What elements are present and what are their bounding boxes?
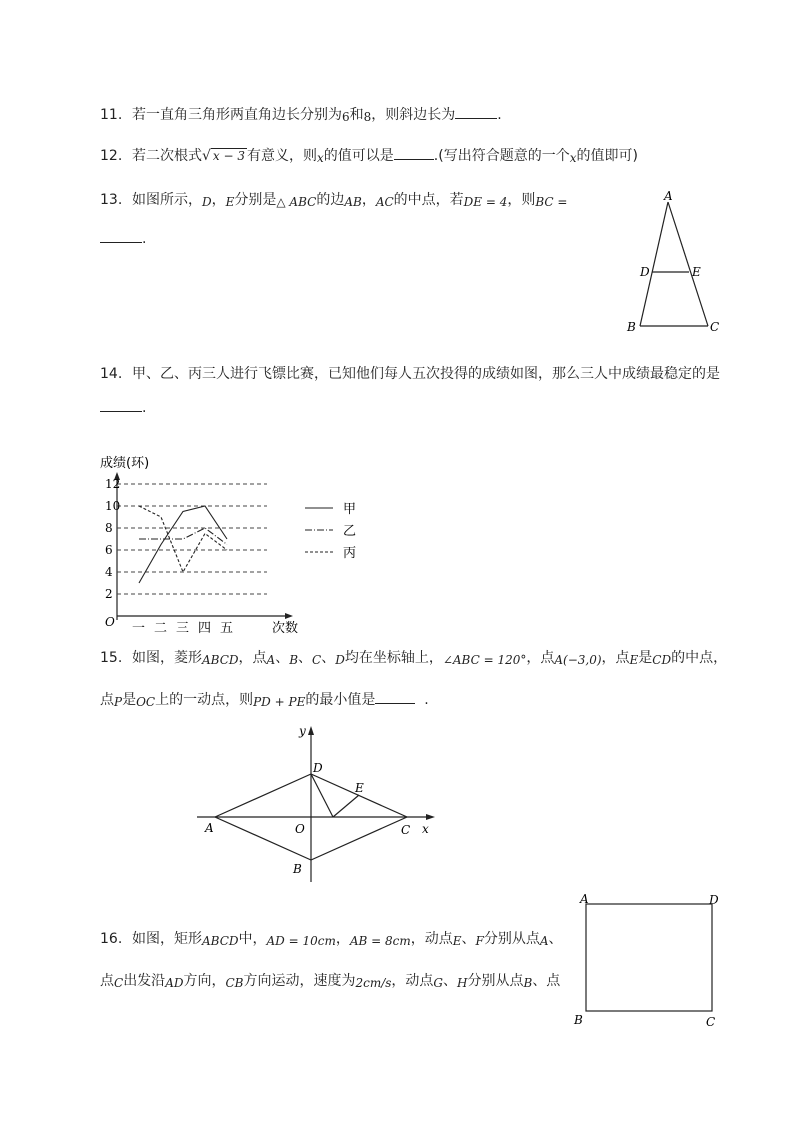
x-tick-label: 五 <box>220 621 234 636</box>
label-a: A <box>664 189 673 203</box>
label-e: E <box>355 781 364 795</box>
triangle-figure <box>620 188 730 338</box>
segment-ab <box>640 202 668 326</box>
question-14-answer-line: . <box>100 398 146 418</box>
question-15-line-2: 点P是OC上的一动点，则PD + PE的最小值是 . <box>100 692 429 709</box>
answer-blank[interactable] <box>100 399 142 412</box>
radical-sign: √ <box>202 148 211 164</box>
question-16-line-2: 点C出发沿AD方向，CB方向运动，速度为2cm/s，动点G、H分别从点B、点 <box>100 973 561 990</box>
x-axis-arrow <box>285 613 293 619</box>
score-line-chart <box>95 450 365 640</box>
question-11: 11. 若一直角三角形两直角边长分别为6和8，则斜边长为 . <box>100 107 502 124</box>
question-number: 16. <box>100 931 123 947</box>
label-y: y <box>299 724 306 738</box>
y-tick-label: 4 <box>105 565 113 579</box>
label-c: C <box>401 823 411 837</box>
label-e: E <box>692 265 701 279</box>
rhombus-figure <box>195 720 440 890</box>
question-16: 16. 如图，矩形ABCD中，AD = 10cm，AB = 8cm，动点E、F分别从点A、 <box>100 931 563 948</box>
answer-blank[interactable] <box>375 691 415 704</box>
x-tick-label: 二 <box>154 621 168 636</box>
label-c: C <box>710 320 720 334</box>
question-number: 12. <box>100 148 123 164</box>
segment-dp <box>311 774 333 817</box>
x-tick-label: 一 <box>132 621 146 636</box>
answer-blank[interactable] <box>455 106 497 119</box>
question-number: 15. <box>100 650 123 666</box>
question-number: 14. <box>100 366 123 382</box>
y-axis-arrow <box>308 726 314 735</box>
origin-label: O <box>105 615 115 629</box>
y-tick-label: 6 <box>105 543 113 557</box>
legend-label: 乙 <box>343 524 357 539</box>
label-b: B <box>293 862 302 876</box>
label-o: O <box>295 822 305 836</box>
x-tick-label: 四 <box>198 621 212 636</box>
legend-label: 甲 <box>343 502 357 517</box>
segment-ac <box>668 202 708 326</box>
question-14: 14. 甲、乙、丙三人进行飞镖比赛，已知他们每人五次投得的成绩如图，那么三人中成绩最稳定的是 <box>100 366 720 382</box>
label-d: D <box>313 761 323 775</box>
series-line-2 <box>139 528 227 545</box>
label-a: A <box>580 892 589 906</box>
label-b: B <box>574 1013 583 1027</box>
label-d: D <box>640 265 650 279</box>
label-x: x <box>422 822 429 836</box>
series-line-1 <box>139 506 227 583</box>
x-axis-label: 次数 <box>272 621 299 636</box>
question-15: 15. 如图，菱形ABCD，点A、B、C、D均在坐标轴上，∠ABC = 120°，点A(−3,0)，点E是CD的中点， <box>100 650 728 667</box>
segment-pe <box>333 795 359 817</box>
legend-label: 丙 <box>343 546 357 561</box>
answer-blank[interactable] <box>100 230 142 243</box>
label-a: A <box>205 821 214 835</box>
label-b: B <box>627 320 636 334</box>
question-12: 12. 若二次根式√ x − 3 有意义，则x的值可以是 .(写出符合题意的一个x的值即可) <box>100 148 638 165</box>
x-tick-label: 三 <box>176 621 190 636</box>
rectangle-figure <box>572 890 732 1030</box>
y-tick-label: 8 <box>105 521 113 535</box>
question-number: 11. <box>100 107 123 123</box>
question-number: 13. <box>100 192 123 208</box>
question-13-answer-line: . <box>100 229 146 249</box>
label-c: C <box>706 1015 716 1029</box>
x-axis-arrow <box>426 814 435 820</box>
answer-blank[interactable] <box>394 147 434 160</box>
y-tick-label: 2 <box>105 587 113 601</box>
y-tick-label: 10 <box>105 499 121 513</box>
label-d: D <box>709 893 719 907</box>
rectangle-abcd <box>586 904 712 1011</box>
y-axis-label: 成绩(环) <box>100 456 150 471</box>
y-tick-label: 12 <box>105 477 121 491</box>
question-13: 13. 如图所示，D，E分别是△ ABC的边AB，AC的中点，若DE = 4，则BC = <box>100 192 568 209</box>
